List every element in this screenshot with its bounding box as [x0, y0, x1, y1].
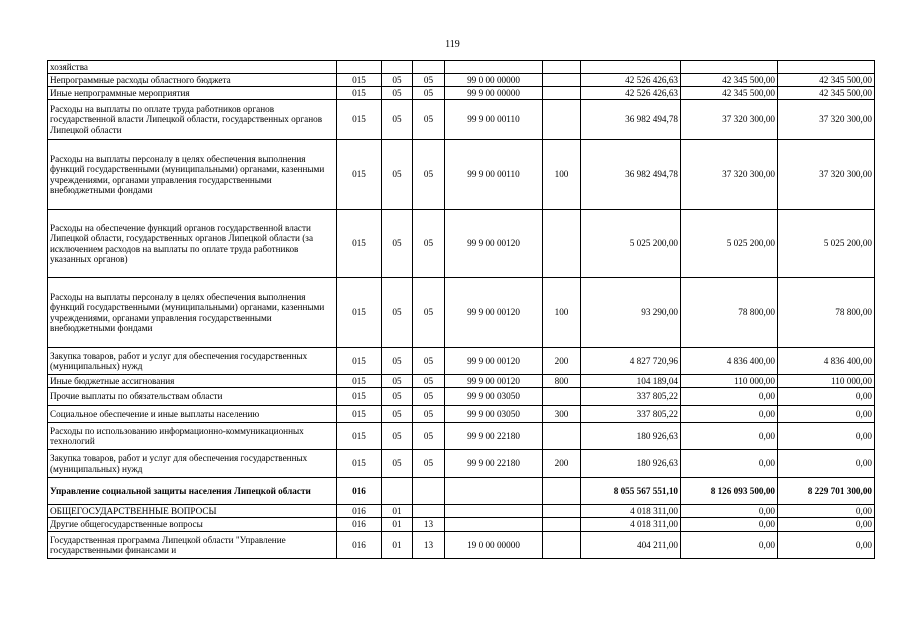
row-name-cell: Закупка товаров, работ и услуг для обеспечения государственных (муниципальных) нужд [48, 348, 337, 375]
amount-year2-cell: 0,00 [681, 423, 778, 450]
section-code-cell: 05 [382, 278, 413, 348]
expense-type-cell [543, 87, 581, 100]
row-name-cell: Другие общегосударственные вопросы [48, 518, 337, 532]
target-article-cell [445, 478, 543, 505]
amount-year3-cell: 8 229 701 300,00 [778, 478, 875, 505]
table-row [48, 532, 875, 559]
amount-year3-cell: 42 345 500,00 [778, 74, 875, 87]
row-name-cell: хозяйства [48, 61, 337, 74]
section-code-cell: 05 [382, 100, 413, 140]
chapter-code-cell: 015 [337, 423, 382, 450]
target-article-cell: 99 9 00 00110 [445, 100, 543, 140]
chapter-code-cell: 015 [337, 74, 382, 87]
amount-year2-cell: 0,00 [681, 532, 778, 559]
amount-year2-cell: 0,00 [681, 518, 778, 532]
subsection-code-cell: 05 [413, 406, 445, 423]
amount-year1-cell: 337 805,22 [581, 406, 681, 423]
section-code-cell: 01 [382, 505, 413, 518]
amount-year1-cell: 180 926,63 [581, 423, 681, 450]
amount-year2-cell: 8 126 093 500,00 [681, 478, 778, 505]
table-row [48, 348, 875, 375]
amount-year1-cell: 36 982 494,78 [581, 140, 681, 210]
amount-year1-cell: 104 189,04 [581, 375, 681, 388]
target-article-cell: 99 9 00 00000 [445, 87, 543, 100]
amount-year2-cell: 42 345 500,00 [681, 87, 778, 100]
subsection-code-cell: 13 [413, 518, 445, 532]
target-article-cell: 19 0 00 00000 [445, 532, 543, 559]
table-row [48, 61, 875, 74]
subsection-code-cell: 05 [413, 100, 445, 140]
row-name-cell: Закупка товаров, работ и услуг для обеспечения государственных (муниципальных) нужд [48, 450, 337, 478]
amount-year2-cell: 37 320 300,00 [681, 100, 778, 140]
target-article-cell [445, 505, 543, 518]
expense-type-cell [543, 478, 581, 505]
expense-type-cell [543, 388, 581, 406]
amount-year2-cell: 42 345 500,00 [681, 74, 778, 87]
amount-year1-cell [581, 61, 681, 74]
subsection-code-cell: 13 [413, 532, 445, 559]
subsection-code-cell: 05 [413, 375, 445, 388]
expense-type-cell: 100 [543, 278, 581, 348]
expense-type-cell [543, 61, 581, 74]
expense-type-cell [543, 518, 581, 532]
row-name-cell: ОБЩЕГОСУДАРСТВЕННЫЕ ВОПРОСЫ [48, 505, 337, 518]
amount-year3-cell: 0,00 [778, 518, 875, 532]
expense-type-cell: 200 [543, 348, 581, 375]
row-name-cell: Непрограммные расходы областного бюджета [48, 74, 337, 87]
expense-type-cell [543, 532, 581, 559]
amount-year2-cell: 5 025 200,00 [681, 210, 778, 278]
amount-year1-cell: 337 805,22 [581, 388, 681, 406]
amount-year3-cell: 78 800,00 [778, 278, 875, 348]
table-row [48, 406, 875, 423]
subsection-code-cell [413, 61, 445, 74]
chapter-code-cell: 015 [337, 375, 382, 388]
subsection-code-cell [413, 478, 445, 505]
amount-year3-cell: 0,00 [778, 388, 875, 406]
section-code-cell: 05 [382, 87, 413, 100]
expense-type-cell [543, 210, 581, 278]
amount-year1-cell: 404 211,00 [581, 532, 681, 559]
target-article-cell: 99 9 00 00110 [445, 140, 543, 210]
target-article-cell: 99 9 00 00120 [445, 278, 543, 348]
row-name-cell: Расходы на выплаты по оплате труда работников органов государственной власти Липецкой области, государственных органов Липецкой области [48, 100, 337, 140]
amount-year3-cell: 37 320 300,00 [778, 140, 875, 210]
subsection-code-cell [413, 505, 445, 518]
table-row [48, 278, 875, 348]
expense-type-cell [543, 423, 581, 450]
amount-year1-cell: 42 526 426,63 [581, 74, 681, 87]
table-row [48, 100, 875, 140]
row-name-cell: Иные непрограммные мероприятия [48, 87, 337, 100]
amount-year3-cell: 0,00 [778, 423, 875, 450]
table-row [48, 210, 875, 278]
amount-year2-cell: 0,00 [681, 450, 778, 478]
amount-year1-cell: 93 290,00 [581, 278, 681, 348]
amount-year2-cell: 110 000,00 [681, 375, 778, 388]
subsection-code-cell: 05 [413, 87, 445, 100]
budget-table [47, 60, 875, 559]
table-row [48, 450, 875, 478]
table-row [48, 505, 875, 518]
amount-year3-cell: 0,00 [778, 406, 875, 423]
target-article-cell [445, 518, 543, 532]
subsection-code-cell: 05 [413, 388, 445, 406]
chapter-code-cell: 016 [337, 478, 382, 505]
expense-type-cell: 300 [543, 406, 581, 423]
amount-year3-cell: 42 345 500,00 [778, 87, 875, 100]
row-name-cell: Прочие выплаты по обязательствам области [48, 388, 337, 406]
amount-year2-cell: 0,00 [681, 505, 778, 518]
amount-year2-cell: 37 320 300,00 [681, 140, 778, 210]
expense-type-cell [543, 74, 581, 87]
amount-year3-cell: 5 025 200,00 [778, 210, 875, 278]
chapter-code-cell: 015 [337, 406, 382, 423]
amount-year1-cell: 4 018 311,00 [581, 505, 681, 518]
row-name-cell: Расходы по использованию информационно-коммуникационных технологий [48, 423, 337, 450]
amount-year3-cell: 0,00 [778, 450, 875, 478]
chapter-code-cell: 016 [337, 532, 382, 559]
amount-year2-cell: 78 800,00 [681, 278, 778, 348]
expense-type-cell: 800 [543, 375, 581, 388]
amount-year3-cell: 110 000,00 [778, 375, 875, 388]
amount-year2-cell: 0,00 [681, 388, 778, 406]
section-code-cell: 05 [382, 74, 413, 87]
row-name-cell: Управление социальной защиты населения Липецкой области [48, 478, 337, 505]
section-code-cell: 05 [382, 140, 413, 210]
subsection-code-cell: 05 [413, 450, 445, 478]
row-name-cell: Государственная программа Липецкой области "Управление государственными финансами и [48, 532, 337, 559]
section-code-cell: 05 [382, 388, 413, 406]
expense-type-cell: 100 [543, 140, 581, 210]
target-article-cell: 99 9 00 03050 [445, 388, 543, 406]
subsection-code-cell: 05 [413, 140, 445, 210]
table-row [48, 87, 875, 100]
page-number: 119 [445, 39, 460, 50]
target-article-cell: 99 0 00 00000 [445, 74, 543, 87]
amount-year1-cell: 4 827 720,96 [581, 348, 681, 375]
amount-year3-cell: 0,00 [778, 532, 875, 559]
table-row [48, 518, 875, 532]
target-article-cell: 99 9 00 00120 [445, 348, 543, 375]
amount-year1-cell: 4 018 311,00 [581, 518, 681, 532]
expense-type-cell [543, 100, 581, 140]
row-name-cell: Расходы на выплаты персоналу в целях обеспечения выполнения функций государственными (муниципальными) органами, казенными учреждениями, органами управления государственными внебюджетными фондами [48, 140, 337, 210]
amount-year3-cell: 0,00 [778, 505, 875, 518]
target-article-cell: 99 9 00 22180 [445, 450, 543, 478]
row-name-cell: Иные бюджетные ассигнования [48, 375, 337, 388]
amount-year3-cell [778, 61, 875, 74]
amount-year3-cell: 37 320 300,00 [778, 100, 875, 140]
chapter-code-cell: 015 [337, 348, 382, 375]
amount-year1-cell: 8 055 567 551,10 [581, 478, 681, 505]
subsection-code-cell: 05 [413, 74, 445, 87]
chapter-code-cell: 015 [337, 278, 382, 348]
chapter-code-cell: 015 [337, 450, 382, 478]
table-row [48, 388, 875, 406]
section-code-cell: 05 [382, 348, 413, 375]
row-name-cell: Расходы на выплаты персоналу в целях обеспечения выполнения функций государственными (муниципальными) органами, казенными учреждениями, органами управления государственными внебюджетными фондами [48, 278, 337, 348]
section-code-cell [382, 478, 413, 505]
chapter-code-cell [337, 61, 382, 74]
chapter-code-cell: 015 [337, 100, 382, 140]
section-code-cell: 05 [382, 450, 413, 478]
amount-year1-cell: 5 025 200,00 [581, 210, 681, 278]
section-code-cell: 05 [382, 423, 413, 450]
chapter-code-cell: 015 [337, 210, 382, 278]
chapter-code-cell: 015 [337, 140, 382, 210]
subsection-code-cell: 05 [413, 278, 445, 348]
budget-table-body [48, 61, 875, 559]
amount-year1-cell: 36 982 494,78 [581, 100, 681, 140]
target-article-cell: 99 9 00 03050 [445, 406, 543, 423]
table-row [48, 74, 875, 87]
section-code-cell: 01 [382, 532, 413, 559]
subsection-code-cell: 05 [413, 348, 445, 375]
table-row [48, 423, 875, 450]
chapter-code-cell: 016 [337, 505, 382, 518]
row-name-cell: Социальное обеспечение и иные выплаты населению [48, 406, 337, 423]
subsection-code-cell: 05 [413, 210, 445, 278]
amount-year3-cell: 4 836 400,00 [778, 348, 875, 375]
subsection-code-cell: 05 [413, 423, 445, 450]
amount-year2-cell: 4 836 400,00 [681, 348, 778, 375]
amount-year2-cell: 0,00 [681, 406, 778, 423]
chapter-code-cell: 015 [337, 87, 382, 100]
section-code-cell: 01 [382, 518, 413, 532]
chapter-code-cell: 016 [337, 518, 382, 532]
section-code-cell: 05 [382, 375, 413, 388]
amount-year1-cell: 42 526 426,63 [581, 87, 681, 100]
expense-type-cell [543, 505, 581, 518]
table-row [48, 478, 875, 505]
table-row [48, 140, 875, 210]
row-name-cell: Расходы на обеспечение функций органов государственной власти Липецкой области, государственных органов Липецкой области (за исключением расходов на выплаты по оплате труда работников указанных органов) [48, 210, 337, 278]
section-code-cell: 05 [382, 210, 413, 278]
target-article-cell [445, 61, 543, 74]
target-article-cell: 99 9 00 22180 [445, 423, 543, 450]
expense-type-cell: 200 [543, 450, 581, 478]
section-code-cell [382, 61, 413, 74]
table-row [48, 375, 875, 388]
amount-year2-cell [681, 61, 778, 74]
chapter-code-cell: 015 [337, 388, 382, 406]
amount-year1-cell: 180 926,63 [581, 450, 681, 478]
target-article-cell: 99 9 00 00120 [445, 210, 543, 278]
target-article-cell: 99 9 00 00120 [445, 375, 543, 388]
section-code-cell: 05 [382, 406, 413, 423]
